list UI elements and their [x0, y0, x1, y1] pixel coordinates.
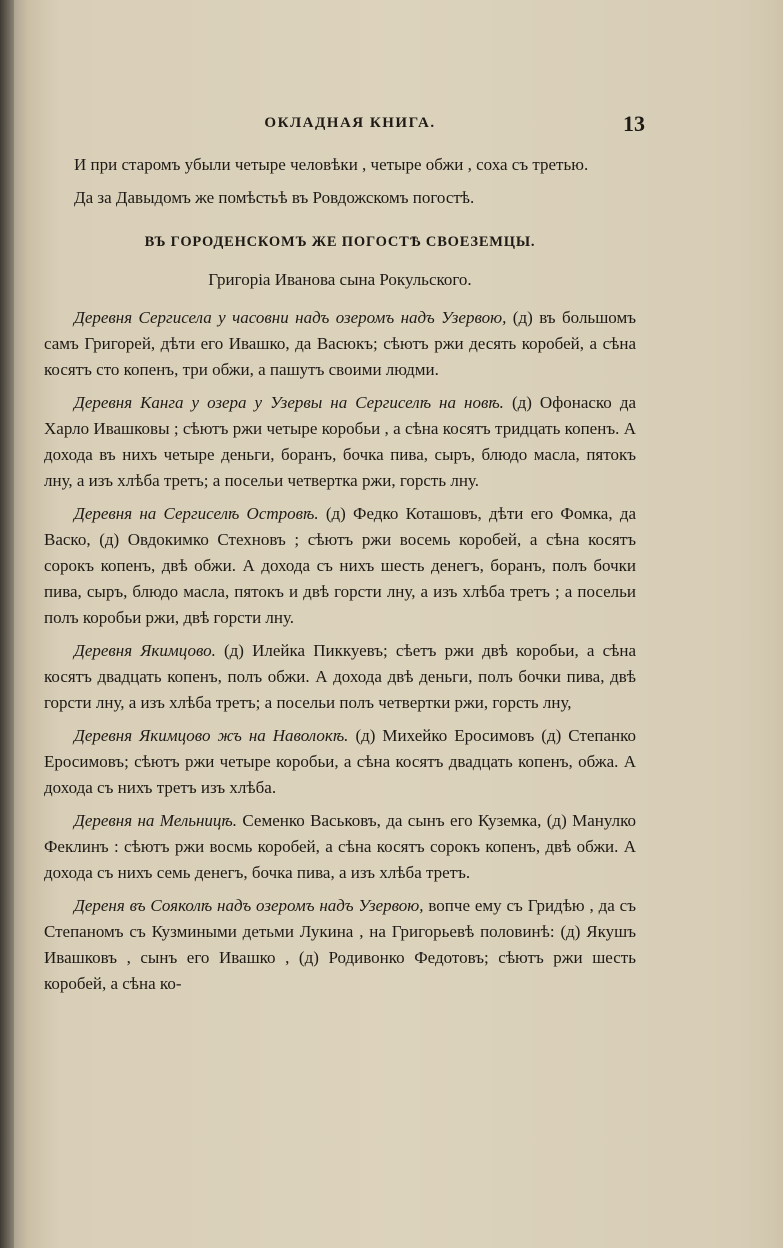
village-text-6: Семенко Васьковъ, да сынъ его Куземка, (д) Манулко Феклинъ : сѣютъ ржи восмь коробей, а сѣна косятъ сорокъ копенъ, двѣ обжи. А дохода съ нихъ семь денегъ, бочка пива, а изъ хлѣба третъ. [44, 811, 636, 882]
village-entry-7 [44, 893, 636, 997]
village-entry-4 [44, 638, 636, 716]
village-title-7: Дереня въ Сояколѣ надъ озеромъ надъ Узервою, [74, 896, 424, 915]
running-title: ОКЛАДНАЯ КНИГА. [264, 115, 436, 131]
village-text-2: (д) Офонаско да Харло Ивашковы ; сѣютъ ржи четыре коробьи , а сѣна косятъ тридцать копенъ. А дохода въ нихъ четыре деньги, боранъ, бочка пива, сыръ, блюдо масла, пятокъ лну, а изъ хлѣба третъ; а посельи четвертка ржи, горсть лну. [44, 393, 637, 490]
village-title-5: Деревня Якимцово жъ на Наволокѣ. [74, 726, 349, 745]
village-entry-1 [44, 305, 636, 383]
village-title-3: Деревня на Сергиселѣ Островѣ. [74, 504, 319, 523]
village-entry-3 [44, 501, 636, 631]
village-entry-2 [44, 390, 636, 494]
village-text-5: (д) Михейко Еросимовъ (д) Степанко Еросимовъ; сѣютъ ржи четыре коробьи, а сѣна косятъ двадцать копенъ, обжа. А дохода съ нихъ третъ изъ хлѣба. [44, 726, 636, 797]
book-spine-shadow [0, 0, 14, 1248]
village-text-1: (д) въ большомъ самъ Григорей, дѣти его Ивашко, да Васюкъ; сѣютъ ржи десять коробей, а сѣна косятъ сто копенъ, три обжи, а пашутъ своими людми. [44, 308, 637, 379]
section-heading: ВЪ ГОРОДЕНСКОМЪ ЖЕ ПОГОСТѢ СВОЕЗЕМЦЫ. [144, 234, 536, 250]
village-text-7: вопче ему съ Гридѣю , да съ Степаномъ съ Кузмиными детьми Лукина , на Григорьевѣ половинѣ: (д) Якушъ Ивашковъ , сынъ его Ивашко , (д) Родивонко Федотовъ; сѣютъ ржи шесть коробей, а сѣна ко- [44, 896, 636, 993]
village-text-4: (д) Илейка Пиккуевъ; сѣетъ ржи двѣ коробьи, а сѣна косятъ двадцать копенъ, полъ обжи. А дохода двѣ деньги, полъ бочки пива, двѣ горсти лну, а изъ хлѣба третъ; а посельи полъ четвертки ржи, горсть лну, [44, 641, 637, 712]
village-title-6: Деревня на Мельницѣ. [74, 811, 238, 830]
paragraph-1: И при старомъ убыли четыре человѣки , четыре обжи , соха съ третью. [74, 155, 589, 174]
page-header [48, 111, 648, 139]
owner-heading: Григоріа Иванова сына Рокульского. [208, 270, 472, 289]
paragraph-2: Да за Давыдомъ же помѣстьѣ въ Ровдожскомъ погостѣ. [74, 188, 475, 207]
page-number: 13 [623, 111, 645, 136]
village-title-1: Деревня Сергисела у часовни надъ озеромъ надъ Узервою, [74, 308, 507, 327]
page-body [44, 152, 636, 1004]
village-entry-5 [44, 723, 636, 801]
village-text-3: (д) Федко Коташовъ, дѣти его Фомка, да Васко, (д) Овдокимко Стехновъ ; сѣютъ ржи восемь коробей, а сѣна косятъ сорокъ копенъ, двѣ обжи. А дохода съ нихъ шесть денегъ, боранъ, полъ бочки пива, сыръ, блюдо масла, пятокъ и двѣ горсти лну, а изъ хлѣба третъ ; а посельи полъ коробьи ржи, двѣ горсти лну. [44, 504, 637, 627]
village-title-4: Деревня Якимцово. [74, 641, 216, 660]
village-title-2: Деревня Канга у озера у Узервы на Сергиселѣ на новѣ. [74, 393, 504, 412]
village-entry-6 [44, 808, 636, 886]
